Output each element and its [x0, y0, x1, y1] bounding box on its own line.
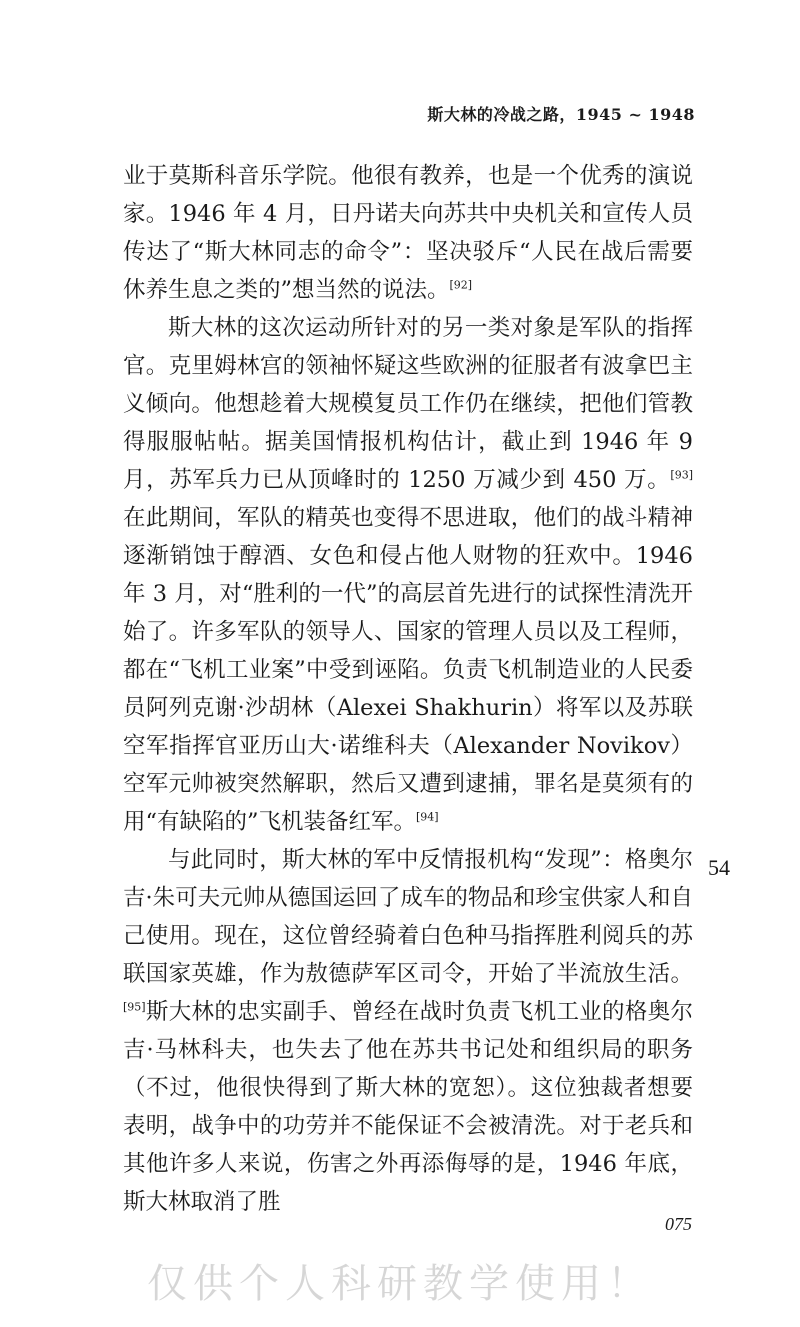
paragraph-text: 与此同时，斯大林的军中反情报机构“发现”：格奥尔吉·朱可夫元帅从德国运回了成车的物品和珍宝供家人和自己使用。现在，这位曾经骑着白色种马指挥胜利阅兵的苏联国家英雄，作为敖德萨军区司令，开始了半流放生活。	[123, 847, 693, 987]
watermark: 仅供个人科研教学使用！	[147, 1261, 653, 1307]
running-head: 斯大林的冷战之路，1945 ~ 1948	[427, 105, 695, 124]
paragraph-text-after: 斯大林的忠实副手、曾经在战时负责飞机工业的格奥尔吉·马林科夫，也失去了他在苏共书记处和组织局的职务（不过，他很快得到了斯大林的宽恕）。这位独裁者想要表明，战争中的功劳并不能保证不会被清洗。对于老兵和其他许多人来说，伤害之外再添侮辱的是，1946 年底，斯大林取消了胜	[123, 999, 693, 1215]
paragraph-text: 斯大林的这次运动所针对的另一类对象是军队的指挥官。克里姆林宫的领袖怀疑这些欧洲的征服者有波拿巴主义倾向。他想趁着大规模复员工作仍在继续，把他们管教得服服帖帖。据美国情报机构估计，截止到 1946 年 9 月，苏军兵力已从顶峰时的 1250 万减少到 450 万。	[123, 315, 693, 493]
footnote-ref-95[interactable]: [95]	[123, 1000, 146, 1014]
paragraph-3	[123, 841, 693, 1221]
footnote-ref-92[interactable]: [92]	[449, 278, 473, 292]
paragraph-1	[123, 157, 693, 309]
paragraph-2	[123, 309, 693, 841]
footnote-ref-94[interactable]: [94]	[416, 810, 439, 824]
footnote-ref-93[interactable]: [93]	[670, 468, 693, 482]
paragraph-text: 业于莫斯科音乐学院。他很有教养，也是一个优秀的演说家。1946 年 4 月，日丹诺夫向苏共中央机关和宣传人员传达了“斯大林同志的命令”：坚决驳斥“人民在战后需要休养生息之类的”想当然的说法。	[123, 163, 693, 303]
body-text	[123, 157, 693, 1221]
margin-page-reference: 54	[708, 855, 730, 880]
page-number: 075	[665, 1214, 692, 1234]
paragraph-text-after: 在此期间，军队的精英也变得不思进取，他们的战斗精神逐渐销蚀于醇酒、女色和侵占他人财物的狂欢中。1946 年 3 月，对“胜利的一代”的高层首先进行的试探性清洗开始了。许多军队的领导人、国家的管理人员以及工程师，都在“飞机工业案”中受到诬陷。负责飞机制造业的人民委员阿列克谢·沙胡林（Alexei Shakhurin）将军以及苏联空军指挥官亚历山大·诺维科夫（Alexander Novikov）空军元帅被突然解职，然后又遭到逮捕，罪名是莫须有的用“有缺陷的”飞机装备红军。	[123, 505, 693, 835]
